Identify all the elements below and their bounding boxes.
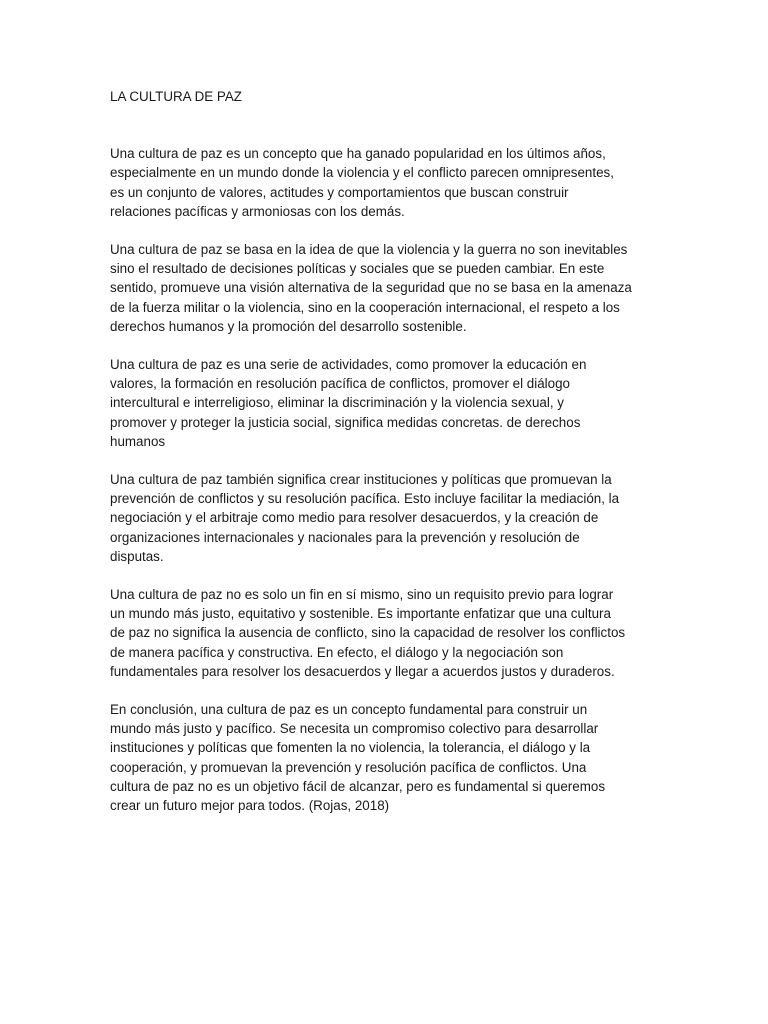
- text-line: relaciones pacíficas y armoniosas con los demás.: [110, 203, 405, 219]
- text-line: crear un futuro mejor para todos. (Rojas, 2018): [110, 798, 390, 814]
- paragraph-1: [110, 144, 660, 221]
- text-line: especialmente en un mundo donde la violencia y el conflicto parecen omnipresentes,: [110, 165, 614, 181]
- text-line: Una cultura de paz no es solo un fin en sí mismo, sino un requisito previo para lograr: [110, 587, 614, 603]
- text-line: mundo más justo y pacífico. Se necesita un compromiso colectivo para desarrollar: [110, 721, 599, 737]
- text-line: disputas.: [110, 548, 164, 564]
- text-line: Una cultura de paz se basa en la idea de que la violencia y la guerra no son inevitables: [110, 242, 628, 258]
- text-line: humanos: [110, 433, 166, 449]
- text-line: de paz no significa la ausencia de conflicto, sino la capacidad de resolver los conflictos: [110, 625, 626, 641]
- text-line: un mundo más justo, equitativo y sostenible. Es importante enfatizar que una cultura: [110, 606, 611, 622]
- text-line: valores, la formación en resolución pacífica de conflictos, promover el diálogo: [110, 376, 570, 392]
- text-line: cultura de paz no es un objetivo fácil de alcanzar, pero es fundamental si queremos: [110, 778, 606, 794]
- text-line: prevención de conflictos y su resolución pacífica. Esto incluye facilitar la mediación, la: [110, 491, 620, 507]
- text-line: fundamentales para resolver los desacuerdos y llegar a acuerdos justos y duraderos.: [110, 663, 615, 679]
- text-line: organizaciones internacionales y nacionales para la prevención y resolución de: [110, 529, 580, 545]
- text-line: es un conjunto de valores, actitudes y comportamientos que buscan construir: [110, 184, 569, 200]
- text-line: promover y proteger la justicia social, significa medidas concretas. de derechos: [110, 414, 581, 430]
- text-line: negociación y el arbitraje como medio para resolver desacuerdos, y la creación de: [110, 510, 599, 526]
- text-line: intercultural e interreligioso, eliminar la discriminación y la violencia sexual, y: [110, 395, 564, 411]
- document-body: [110, 87, 660, 834]
- text-line: sentido, promueve una visión alternativa de la seguridad que no se basa en la amenaza: [110, 280, 632, 296]
- text-line: cooperación, y promuevan la prevención y resolución pacífica de conflictos. Una: [110, 759, 587, 775]
- document-title: LA CULTURA DE PAZ: [110, 89, 242, 104]
- text-line: sino el resultado de decisiones políticas y sociales que se pueden cambiar. En este: [110, 261, 605, 277]
- text-line: de manera pacífica y constructiva. En efecto, el diálogo y la negociación son: [110, 644, 564, 660]
- paragraph-6: [110, 700, 660, 815]
- text-line: Una cultura de paz también significa crear instituciones y políticas que promuevan la: [110, 472, 612, 488]
- text-line: Una cultura de paz es una serie de actividades, como promover la educación en: [110, 357, 587, 373]
- text-line: instituciones y políticas que fomenten la no violencia, la tolerancia, el diálogo y la: [110, 740, 591, 756]
- text-line: derechos humanos y la promoción del desarrollo sostenible.: [110, 318, 467, 334]
- text-line: de la fuerza militar o la violencia, sino en la cooperación internacional, el respeto a los: [110, 299, 620, 315]
- paragraph-5: [110, 585, 660, 681]
- text-line: En conclusión, una cultura de paz es un concepto fundamental para construir un: [110, 702, 588, 718]
- paragraph-3: [110, 355, 660, 451]
- paragraph-2: [110, 240, 660, 336]
- paragraph-4: [110, 470, 660, 566]
- text-line: Una cultura de paz es un concepto que ha ganado popularidad en los últimos años,: [110, 146, 606, 162]
